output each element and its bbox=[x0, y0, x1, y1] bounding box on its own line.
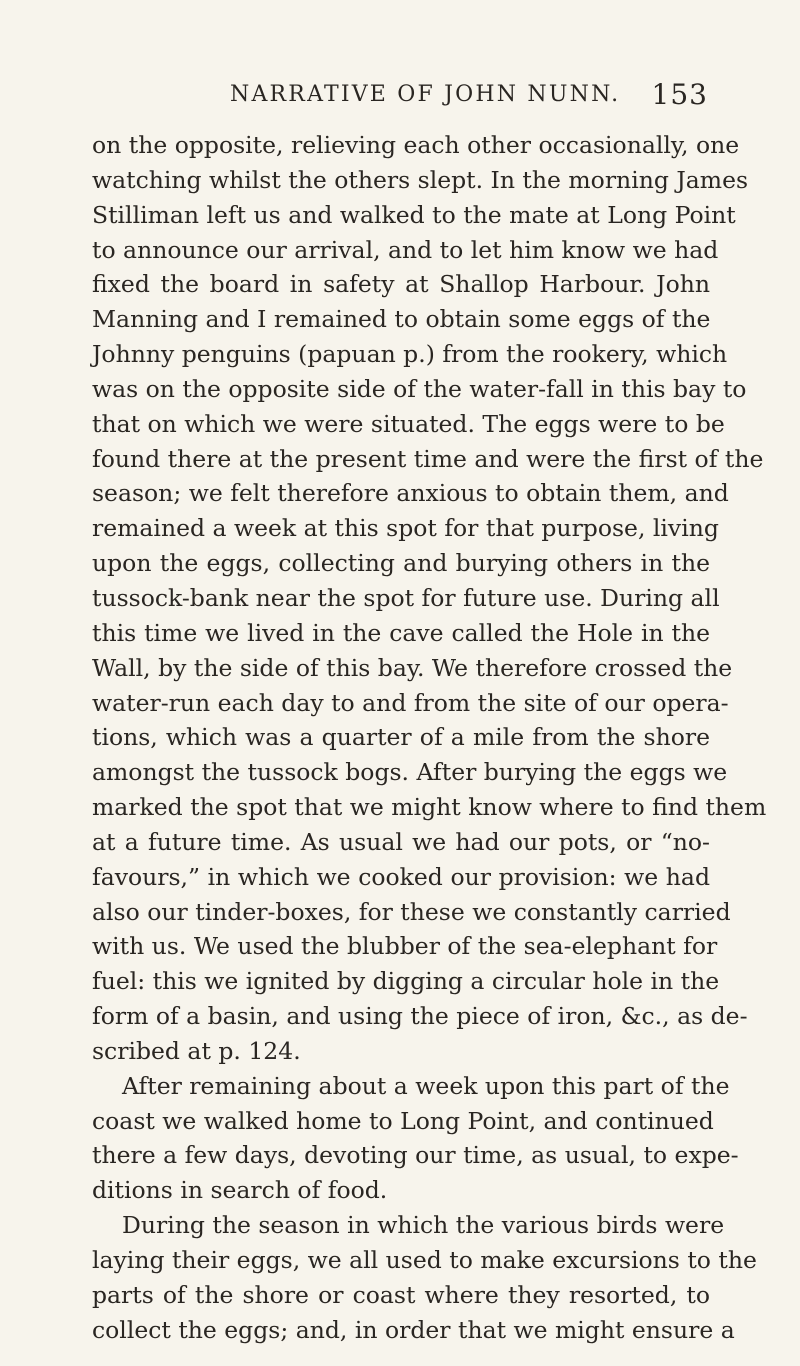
text-line: upon the eggs, collecting and burying others in the bbox=[92, 549, 710, 578]
text-line: season; we felt therefore anxious to obtain them, and bbox=[92, 479, 729, 508]
text-line: During the season in which the various birds were bbox=[122, 1211, 725, 1240]
text-line: found there at the present time and were the first of the bbox=[92, 444, 764, 473]
running-head bbox=[0, 78, 800, 112]
text-line: coast we walked home to Long Point, and continued bbox=[92, 1106, 714, 1135]
text-line: fuel: this we ignited by digging a circular hole in the bbox=[92, 967, 720, 996]
text-line: there a few days, devoting our time, as usual, to expe- bbox=[92, 1141, 739, 1170]
page-number: 153 bbox=[651, 78, 708, 111]
text-line: amongst the tussock bogs. After burying the eggs we bbox=[92, 758, 728, 787]
text-line: that on which we were situated. The eggs were to be bbox=[92, 409, 725, 438]
text-line: collect the eggs; and, in order that we might ensure a bbox=[92, 1315, 735, 1344]
text-line: watching whilst the others slept. In the morning James bbox=[92, 165, 749, 194]
text-line: Johnny penguins (papuan p.) from the rookery, which bbox=[92, 340, 728, 369]
text-line: Wall, by the side of this bay. We therefore crossed the bbox=[92, 653, 733, 682]
text-line: form of a basin, and using the piece of iron, &c., as de- bbox=[92, 1002, 748, 1031]
text-line: tions, which was a quarter of a mile from the shore bbox=[92, 723, 710, 752]
text-line: this time we lived in the cave called the Hole in the bbox=[92, 618, 710, 647]
text-line: laying their eggs, we all used to make excursions to the bbox=[92, 1246, 757, 1274]
text-line: After remaining about a week upon this part of the bbox=[122, 1071, 730, 1100]
text-line: with us. We used the blubber of the sea-elephant for bbox=[92, 932, 718, 961]
text-line: scribed at p. 124. bbox=[92, 1036, 301, 1065]
text-line: at a future time. As usual we had our pots, or “no- bbox=[92, 827, 710, 856]
running-title: NARRATIVE OF JOHN NUNN. bbox=[230, 82, 621, 107]
text-line: also our tinder-boxes, for these we constantly carried bbox=[92, 897, 731, 926]
text-line: on the opposite, relieving each other occasionally, one bbox=[92, 131, 740, 159]
text-line: fixed the board in safety at Shallop Harbour. John bbox=[92, 270, 710, 299]
text-line: Stilliman left us and walked to the mate at Long Point bbox=[92, 200, 736, 229]
text-line: Manning and I remained to obtain some eggs of the bbox=[92, 305, 711, 334]
text-line: was on the opposite side of the water-fall in this bay to bbox=[92, 374, 747, 403]
text-line: parts of the shore or coast where they resorted, to bbox=[92, 1280, 710, 1309]
text-line: marked the spot that we might know where to find them bbox=[92, 793, 767, 822]
text-line: water-run each day to and from the site of our opera- bbox=[92, 688, 729, 717]
text-line: favours,” in which we cooked our provision: we had bbox=[92, 862, 710, 891]
text-line: remained a week at this spot for that purpose, living bbox=[92, 514, 719, 543]
text-line: tussock-bank near the spot for future use. During all bbox=[92, 583, 720, 612]
text-body bbox=[92, 128, 767, 1348]
text-line: ditions in search of food. bbox=[92, 1176, 388, 1205]
text-line: to announce our arrival, and to let him know we had bbox=[92, 235, 719, 264]
